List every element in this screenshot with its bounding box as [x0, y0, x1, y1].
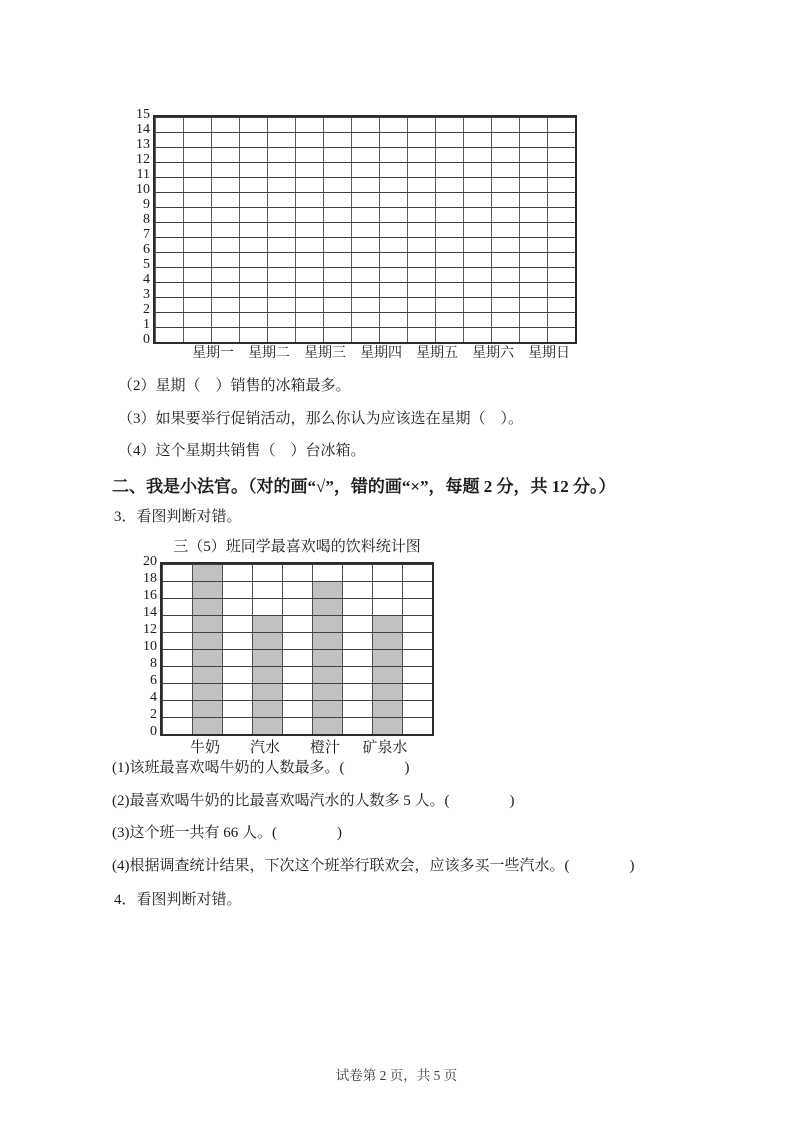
y-tick-label: 5 [143, 257, 150, 272]
drink-chart-yaxis [134, 553, 160, 739]
y-tick-label: 6 [143, 242, 150, 257]
x-tick-label: 星期一 [192, 346, 234, 361]
chart-title: 三（5）班同学最喜欢喝的饮料统计图 [173, 538, 421, 555]
y-tick-label: 0 [143, 332, 150, 347]
question-item: （2）星期（ ）销售的冰箱最多。 [118, 377, 351, 394]
drink-preference-chart [112, 538, 733, 761]
x-tick-label: 汽水 [249, 739, 281, 756]
page-footer: 试卷第 2 页，共 5 页 [335, 1068, 458, 1083]
x-tick-label: 星期日 [528, 346, 570, 361]
drink-chart-bars [162, 564, 432, 734]
y-tick-label: 8 [143, 212, 150, 227]
question-item: （3）如果要举行促销活动，那么你认为应该选在星期（ ）。 [118, 410, 524, 427]
question-4-label: 4．看图判断对错。 [114, 891, 242, 908]
y-tick-label: 16 [143, 587, 157, 603]
judge-question-item: (4)根据调查统计结果，下次这个班举行联欢会，应该多买一些汽水。( ) [112, 858, 635, 875]
y-tick-label: 1 [143, 317, 150, 332]
y-tick-label: 0 [150, 723, 157, 739]
fridge-chart-xaxis [169, 346, 589, 363]
chart-bar [252, 615, 282, 734]
y-tick-label: 4 [150, 689, 157, 705]
y-tick-label: 14 [143, 604, 157, 620]
judge-question-item: (3)这个班一共有 66 人。( ) [112, 825, 342, 842]
y-tick-label: 6 [150, 672, 157, 688]
fridge-sales-chart [128, 107, 733, 363]
chart-bar [312, 581, 342, 734]
x-tick-label: 星期四 [360, 346, 402, 361]
chart-bar [192, 564, 222, 734]
judge-question-item: (2)最喜欢喝牛奶的比最喜欢喝汽水的人数多 5 人。( ) [112, 792, 515, 809]
y-tick-label: 11 [136, 167, 150, 182]
question-3-label: 3．看图判断对错。 [114, 509, 242, 526]
y-tick-label: 2 [143, 302, 150, 317]
judge-question-item: (1)该班最喜欢喝牛奶的人数最多。( ) [112, 759, 410, 776]
y-tick-label: 12 [143, 621, 157, 637]
x-tick-label: 矿泉水 [362, 739, 408, 756]
x-tick-label: 星期六 [472, 346, 514, 361]
fridge-chart-grid [153, 115, 577, 344]
y-tick-label: 14 [136, 122, 150, 137]
y-tick-label: 7 [143, 227, 150, 242]
y-tick-label: 18 [143, 570, 157, 586]
drink-chart-plot [160, 562, 434, 736]
x-tick-label: 星期五 [416, 346, 458, 361]
question-item: （4）这个星期共销售（ ）台冰箱。 [118, 443, 366, 460]
x-tick-label: 橙汁 [309, 739, 341, 756]
y-tick-label: 8 [150, 655, 157, 671]
section-heading: 二、我是小法官。（对的画“√”，错的画“×”，每题 2 分，共 12 分。） [112, 477, 616, 497]
y-tick-label: 9 [143, 197, 150, 212]
y-tick-label: 12 [136, 152, 150, 167]
y-tick-label: 10 [143, 638, 157, 654]
chart-bar [372, 615, 402, 734]
y-tick-label: 2 [150, 706, 157, 722]
x-tick-label: 星期二 [248, 346, 290, 361]
y-tick-label: 3 [143, 287, 150, 302]
y-tick-label: 4 [143, 272, 150, 287]
y-tick-label: 10 [136, 182, 150, 197]
y-tick-label: 13 [136, 137, 150, 152]
drink-chart-xaxis [160, 739, 434, 761]
y-tick-label: 15 [136, 107, 150, 122]
y-tick-label: 20 [143, 553, 157, 569]
x-tick-label: 星期三 [304, 346, 346, 361]
x-tick-label: 牛奶 [189, 739, 221, 756]
fridge-chart-yaxis [128, 107, 153, 347]
